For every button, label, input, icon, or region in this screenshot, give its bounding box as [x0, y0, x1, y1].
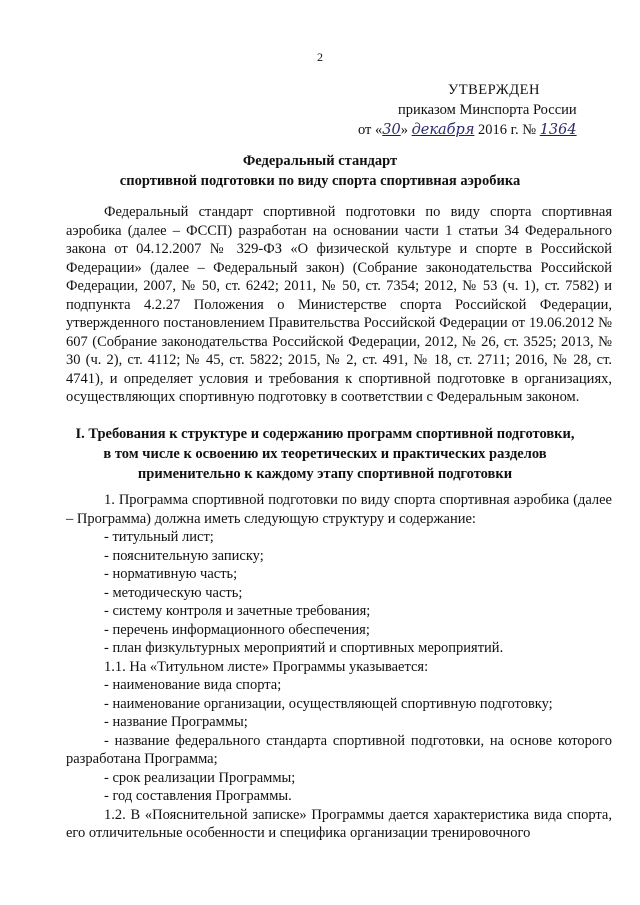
- section-heading-line-2: в том числе к освоению их теоретических и практических разделов: [103, 446, 547, 462]
- title-page-item: - наименование вида спорта;: [104, 677, 282, 693]
- structure-item: - план физкультурных мероприятий и спортивных мероприятий.: [104, 640, 504, 656]
- approval-block: [330, 80, 620, 140]
- section-heading-line-1: I. Требования к структуре и содержанию программ спортивной подготовки,: [75, 426, 575, 442]
- title-line-1: Федеральный стандарт: [242, 153, 398, 169]
- structure-item: - нормативную часть;: [104, 566, 238, 582]
- paragraph-1: 1. Программа спортивной подготовки по виду спорта спортивная аэробика (далее – Программа) должна иметь следующую структуру и содержание:: [66, 492, 612, 527]
- title-page-item: - название федерального стандарта спортивной подготовки, на основе которого разработана Программа;: [66, 732, 612, 767]
- intro-paragraph: Федеральный стандарт спортивной подготовки по виду спорта спортивная аэробика (далее – ФССП) разработан на основании части 1 статьи 34 Федерального закона от 04.12.2007 № 329-ФЗ «О физической культуре и спорте в Российской Федерации» (далее – Федеральный закон) (Собрание законодательства Российской Федерации, 2007, № 50, ст. 6242; 2011, № 50, ст. 7354; 2012, № 53 (ч. 1), ст. 7582) и подпункта 4.2.27 Положения о Министерстве спорта Российской Федерации, утвержденного постановлением Правительства Российской Федерации от 19.06.2012 № 607 (Собрание законодательства Российской Федерации, 2012, № 26, ст. 3525; 2013, № 30 (ч. 2), ст. 4112; № 45, ст. 5822; 2015, № 2, ст. 491, № 18, ст. 2711; 2016, № 28, ст. 4741), и определяет условия и требования к спортивной подготовке в организациях, осуществляющих спортивную подготовку в соответствии с Федеральным законом.: [66, 204, 612, 405]
- structure-item: - методическую часть;: [104, 584, 243, 601]
- paragraph-1-2: 1.2. В «Пояснительной записке» Программы дается характеристика вида спорта, его отличительные особенности и специфика организации тренировочного: [66, 806, 612, 841]
- year-text: 2016 г. №: [478, 122, 537, 138]
- structure-item: - титульный лист;: [104, 529, 214, 545]
- structure-item: - перечень информационного обеспечения;: [104, 621, 370, 638]
- structure-item: - пояснительную записку;: [104, 547, 264, 564]
- approval-heading: УТВЕРЖДЕН: [448, 82, 540, 98]
- handwritten-number: 1364: [539, 122, 577, 138]
- title-page-item: - год составления Программы.: [104, 788, 292, 804]
- title-page-item: - срок реализации Программы;: [104, 769, 296, 786]
- title-line-2: спортивной подготовки по виду спорта спортивная аэробика: [119, 173, 521, 189]
- document-title: [0, 151, 640, 191]
- approval-date-line: [330, 120, 620, 140]
- handwritten-month: декабря: [411, 122, 475, 138]
- section-body: [66, 491, 612, 843]
- page-number: 2: [317, 50, 323, 64]
- handwritten-day: 30: [382, 122, 401, 138]
- date-prefix: от «: [358, 122, 383, 138]
- section-heading-line-3: применительно к каждому этапу спортивной подготовки: [137, 466, 513, 482]
- title-page-item: - наименование организации, осуществляющей спортивную подготовку;: [104, 695, 553, 712]
- approval-order: приказом Минспорта России: [398, 102, 577, 118]
- title-page-item: - название Программы;: [104, 714, 248, 730]
- section-heading: [40, 424, 610, 484]
- paragraph-1-1: 1.1. На «Титульном листе» Программы указывается:: [104, 658, 429, 675]
- structure-item: - систему контроля и зачетные требования;: [104, 603, 371, 619]
- date-mid: »: [400, 122, 408, 138]
